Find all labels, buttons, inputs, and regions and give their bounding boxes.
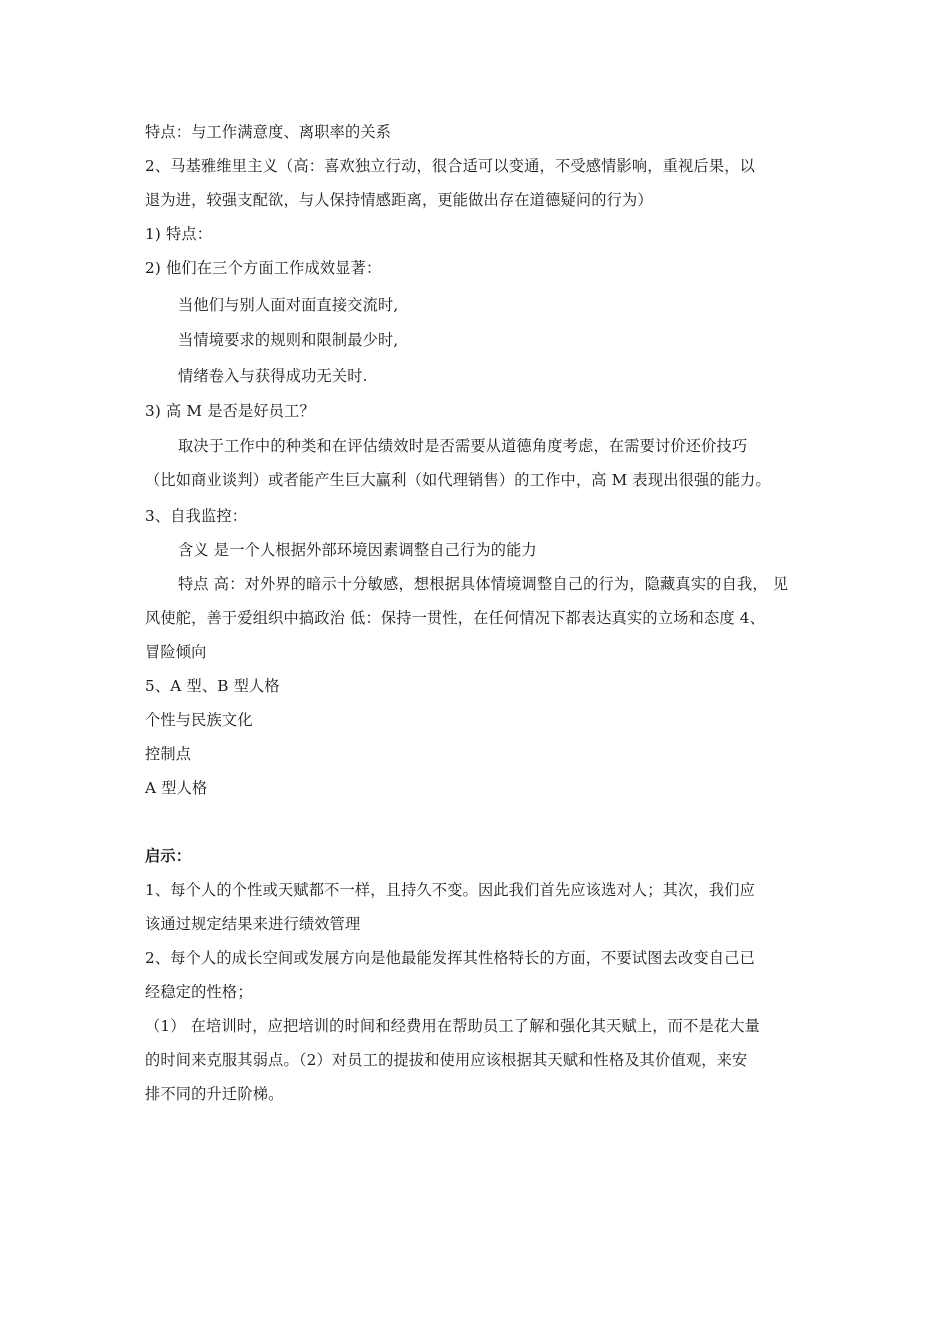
text-line: 1、每个人的个性或天赋都不一样，且持久不变。因此我们首先应该选对人；其次，我们应 <box>145 881 755 899</box>
text-line: 的时间来克服其弱点。（2）对员工的提拔和使用应该根据其天赋和性格及其价值观，来安 <box>145 1051 748 1069</box>
text-line: 2、马基雅维里主义（高：喜欢独立行动，很合适可以变通，不受感情影响，重视后果，以 <box>145 157 755 175</box>
text-line: 退为进，较强支配欲，与人保持情感距离，更能做出存在道德疑问的行为） <box>145 191 653 209</box>
text-line: 1) 特点： <box>145 225 213 243</box>
text-line: 排不同的升迁阶梯。 <box>145 1085 284 1103</box>
text-line: 含义 是一个人根据外部环境因素调整自己行为的能力 <box>178 541 537 559</box>
text-line: 5、A 型、B 型人格 <box>145 677 280 695</box>
text-line: 2、每个人的成长空间或发展方向是他最能发挥其性格特长的方面，不要试图去改变自己已 <box>145 949 755 967</box>
text-line: 控制点 <box>145 745 192 763</box>
text-line: 个性与民族文化 <box>145 711 253 729</box>
text-line: 该通过规定结果来进行绩效管理 <box>145 915 361 933</box>
text-line: 特点：与工作满意度、离职率的关系 <box>145 123 392 141</box>
text-line: 特点 高：对外界的暗示十分敏感，想根据具体情境调整自己的行为，隐藏真实的自我， 见 <box>178 575 789 593</box>
text-line: 冒险倾向 <box>145 643 207 661</box>
text-line: 经稳定的性格； <box>145 983 253 1001</box>
section-heading: 启示： <box>145 847 192 865</box>
text-line: 取决于工作中的种类和在评估绩效时是否需要从道德角度考虑，在需要讨价还价技巧 <box>178 437 748 455</box>
text-line: 3、自我监控： <box>145 507 248 525</box>
text-line: A 型人格 <box>145 779 208 797</box>
text-line: 当他们与别人面对面直接交流时, <box>178 296 399 314</box>
text-line: 当情境要求的规则和限制最少时, <box>178 331 399 349</box>
text-line: 3) 高 M 是否是好员工？ <box>145 402 315 420</box>
text-line: 情绪卷入与获得成功无关时. <box>178 367 368 385</box>
text-line: 风使舵，善于爱组织中搞政治 低：保持一贯性，在任何情况下都表达真实的立场和态度 4、 <box>145 609 766 627</box>
text-line: （1） 在培训时，应把培训的时间和经费用在帮助员工了解和强化其天赋上，而不是花大量 <box>145 1017 761 1035</box>
text-line: 2) 他们在三个方面工作成效显著： <box>145 259 382 277</box>
text-line: （比如商业谈判）或者能产生巨大赢利（如代理销售）的工作中，高 M 表现出很强的能力。 <box>145 471 771 489</box>
